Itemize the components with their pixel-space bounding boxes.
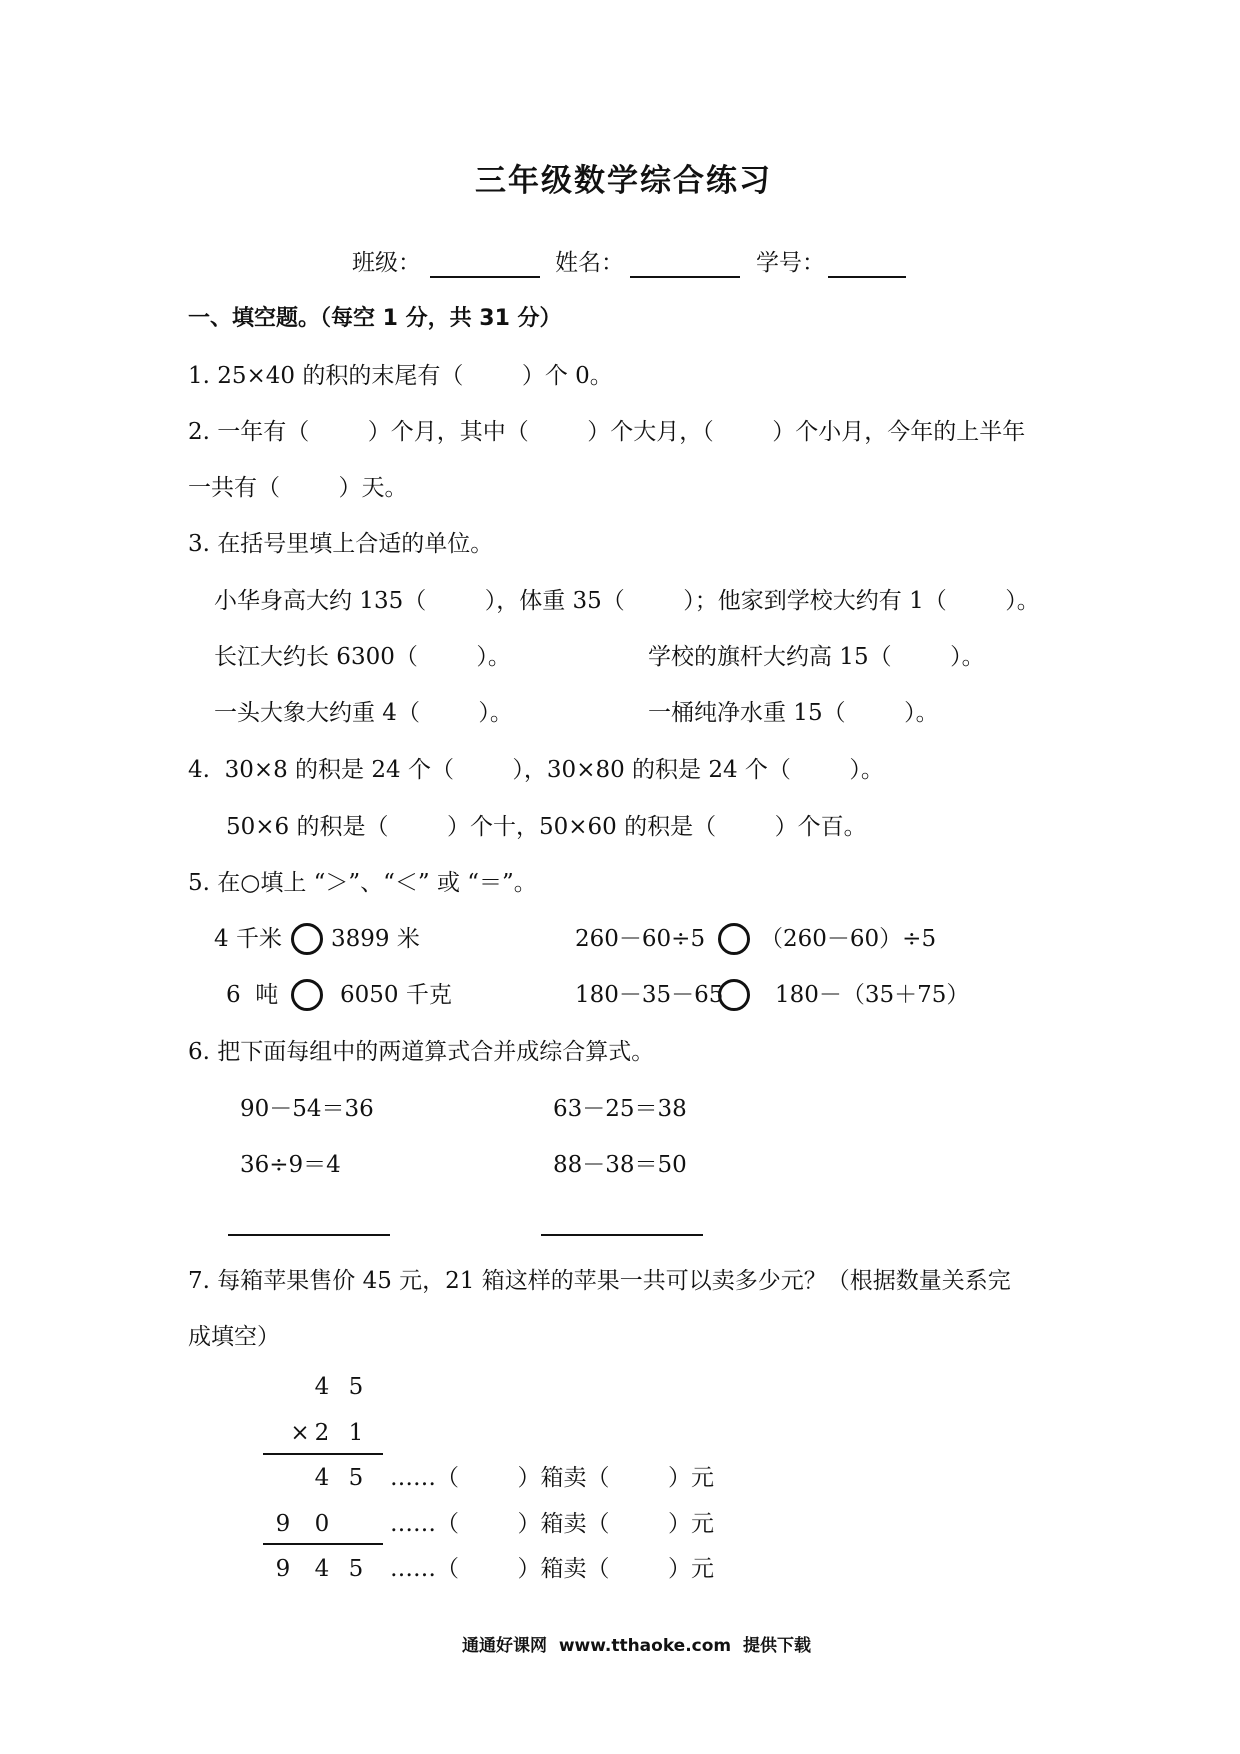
calc-digit: 2 [314, 1420, 330, 1446]
question-2-line1: 2. 一年有（ ）个月，其中（ ）个大月，（ ）个小月，今年的上半年 [188, 419, 1026, 445]
question-3-b: 长江大约长 6300（ ）。 [214, 644, 511, 670]
question-3-a: 小华身高大约 135（ ），体重 35（ ）；他家到学校大约有 1（ ）。 [214, 588, 1040, 614]
compare-circle[interactable] [718, 979, 750, 1011]
compare-left: 260－60÷5 [575, 926, 706, 952]
question-3-c: 学校的旗杆大约高 15（ ）。 [648, 644, 985, 670]
compare-circle[interactable] [291, 979, 323, 1011]
compare-right: 6050 千克 [340, 982, 452, 1008]
student-id-blank[interactable] [828, 276, 906, 278]
name-label: 姓名： [555, 250, 624, 276]
question-5: 5. 在○填上 “＞”、“＜” 或 “＝”。 [188, 870, 537, 896]
compare-right: 180－（35＋75） [775, 982, 970, 1008]
calc-digit: 5 [348, 1374, 364, 1400]
question-3-d: 一头大象大约重 4（ ）。 [214, 700, 513, 726]
question-1: 1. 25×40 的积的末尾有（ ）个 0。 [188, 363, 613, 389]
calc-digit: 4 [314, 1374, 330, 1400]
calc-digit: 0 [314, 1511, 330, 1537]
equation: 88－38＝50 [553, 1152, 687, 1178]
multiply-sign: × [290, 1420, 310, 1446]
class-blank[interactable] [430, 276, 540, 278]
answer-blank[interactable] [541, 1234, 703, 1236]
calc-note: ……（ ）箱卖（ ）元 [390, 1511, 714, 1537]
name-blank[interactable] [630, 276, 740, 278]
class-label: 班级： [352, 250, 421, 276]
compare-right: 3899 米 [331, 926, 420, 952]
question-6: 6. 把下面每组中的两道算式合并成综合算式。 [188, 1039, 655, 1065]
compare-left: 4 千米 [214, 926, 282, 952]
compare-circle[interactable] [291, 923, 323, 955]
calc-digit: 1 [348, 1420, 364, 1446]
equation: 36÷9＝4 [240, 1152, 341, 1178]
question-3: 3. 在括号里填上合适的单位。 [188, 531, 494, 557]
question-4-a: 4. 30×8 的积是 24 个（ ），30×80 的积是 24 个（ ）。 [188, 757, 884, 783]
calc-digit: 5 [348, 1556, 364, 1582]
calc-note: ……（ ）箱卖（ ）元 [390, 1465, 714, 1491]
compare-circle[interactable] [718, 923, 750, 955]
calc-rule [263, 1543, 383, 1545]
calc-rule [263, 1453, 383, 1455]
calc-digit: 9 [275, 1511, 291, 1537]
compare-left: 6 吨 [226, 982, 279, 1008]
compare-left: 180－35－65 [575, 982, 724, 1008]
calc-digit: 4 [314, 1465, 330, 1491]
question-2-line2: 一共有（ ）天。 [188, 475, 408, 501]
question-3-e: 一桶纯净水重 15（ ）。 [648, 700, 939, 726]
equation: 90－54＝36 [240, 1096, 374, 1122]
compare-right: （260－60）÷5 [760, 926, 937, 952]
equation: 63－25＝38 [553, 1096, 687, 1122]
calc-digit: 4 [314, 1556, 330, 1582]
calc-digit: 9 [275, 1556, 291, 1582]
section-heading: 一、填空题。（每空 1 分，共 31 分） [188, 306, 562, 331]
question-7-line1: 7. 每箱苹果售价 45 元，21 箱这样的苹果一共可以卖多少元？（根据数量关系完 [188, 1268, 1011, 1294]
answer-blank[interactable] [228, 1234, 390, 1236]
question-4-b: 50×6 的积是（ ）个十，50×60 的积是（ ）个百。 [226, 814, 867, 840]
footer-credit: 通通好课网 www.tthaoke.com 提供下载 [462, 1636, 811, 1656]
calc-note: ……（ ）箱卖（ ）元 [390, 1556, 714, 1582]
page-title: 三年级数学综合练习 [475, 163, 772, 199]
question-7-line2: 成填空） [188, 1324, 280, 1350]
student-id-label: 学号： [756, 250, 825, 276]
calc-digit: 5 [348, 1465, 364, 1491]
